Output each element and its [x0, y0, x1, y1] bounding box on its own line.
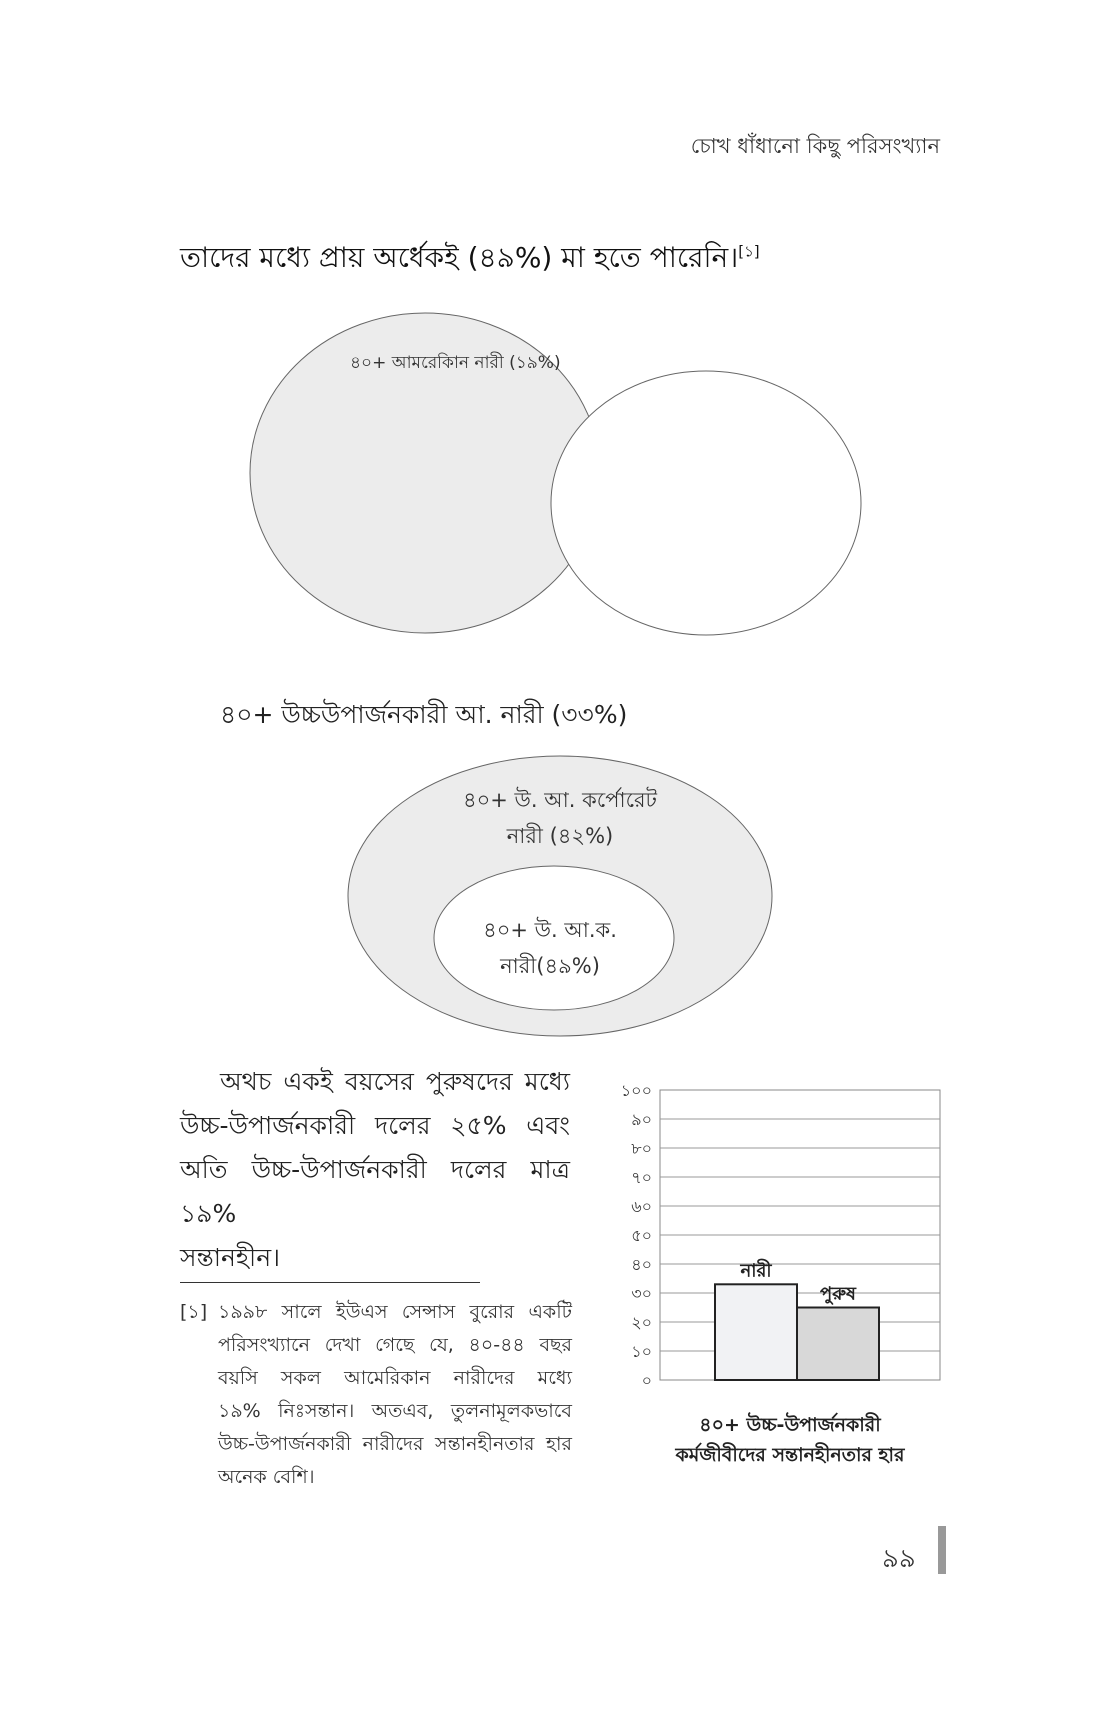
bar-1: [715, 1284, 797, 1380]
bar-2: [797, 1308, 879, 1381]
bar-label: পুরুষ: [820, 1283, 856, 1305]
y-tick-label: ৪০: [631, 1255, 652, 1274]
y-tick-label: ৬০: [631, 1197, 652, 1216]
footnote: [180, 1296, 572, 1494]
venn1-outer-label: ৪০+ আমরেকিান নারী (১৯%): [350, 353, 561, 373]
footnote-line: অনেক বেশি।: [218, 1466, 315, 1488]
footnote-line: পরিসংখ্যানে দেখা গেছে যে, ৪০-৪৪ বছর: [218, 1334, 572, 1356]
body-line: সন্তানহীন।: [180, 1243, 281, 1272]
footnote-mark: [১]: [180, 1301, 208, 1323]
page-edge-marker: [938, 1526, 946, 1574]
childlessness-bar-chart: [615, 1080, 955, 1410]
body-line: অতি উচ্চ-উপার্জনকারী দলের মাত্র ১৯%: [180, 1155, 570, 1228]
venn2-inner-line: নারী(৪৯%): [500, 954, 600, 978]
chart-title-line: ৪০+ উচ্চ-উপার্জনকারী: [699, 1414, 881, 1436]
footnote-line: উচ্চ-উপার্জনকারী নারীদের সন্তানহীনতার হার: [218, 1433, 572, 1455]
y-tick-label: ৭০: [631, 1168, 652, 1187]
lead-text: তাদের মধ্যে প্রায় অর্ধেকই (৪৯%) মা হতে পারেনি।: [180, 241, 739, 274]
y-tick-label: ৯০: [631, 1110, 652, 1129]
venn2-inner-line: ৪০+ উ. আ.ক.: [483, 918, 617, 942]
bar-label: নারী: [740, 1260, 772, 1282]
footnote-line: ১৯৯৮ সালে ইউএস সেন্সাস বুরোর একটি: [218, 1301, 572, 1323]
y-tick-label: ৩০: [631, 1284, 652, 1303]
venn1-caption: ৪০+ উচ্চউপার্জনকারী আ. নারী (৩৩%): [220, 700, 628, 729]
footnote-line: ১৯% নিঃসন্তান। অতএব, তুলনামূলকভাবে: [218, 1400, 572, 1422]
body-line: উচ্চ-উপার্জনকারী দলের ২৫% এবং: [180, 1111, 570, 1140]
chart-caption: [640, 1410, 940, 1470]
venn2-outer-line: ৪০+ উ. আ. কর্পোরেট: [462, 788, 657, 812]
page-number: ৯৯: [882, 1544, 916, 1574]
y-tick-label: ২০: [631, 1313, 652, 1332]
venn2-outer-line: নারী (৪২%): [506, 824, 614, 848]
body-line: অথচ একই বয়সের পুরুষদের মধ্যে: [220, 1067, 570, 1096]
y-tick-label: ৮০: [631, 1139, 652, 1158]
y-tick-label: ১০: [631, 1342, 652, 1361]
y-tick-label: ০: [641, 1371, 652, 1390]
chart-title-line: কর্মজীবীদের সন্তানহীনতার হার: [675, 1444, 905, 1466]
running-header: চোখ ধাঁধানো কিছু পরিসংখ্যান: [690, 134, 940, 158]
footnote-divider: [180, 1282, 480, 1283]
footnote-reference[interactable]: [১]: [738, 242, 760, 261]
body-paragraph: [180, 1060, 570, 1280]
y-tick-label: ১০০: [620, 1081, 652, 1100]
venn1-inner-ellipse: [551, 371, 861, 635]
venn2-inner-label: [460, 912, 640, 984]
footnote-line: বয়সি সকল আমেরিকান নারীদের মধ্যে: [218, 1367, 572, 1389]
venn2-outer-label: [440, 782, 680, 854]
y-tick-label: ৫০: [631, 1226, 652, 1245]
